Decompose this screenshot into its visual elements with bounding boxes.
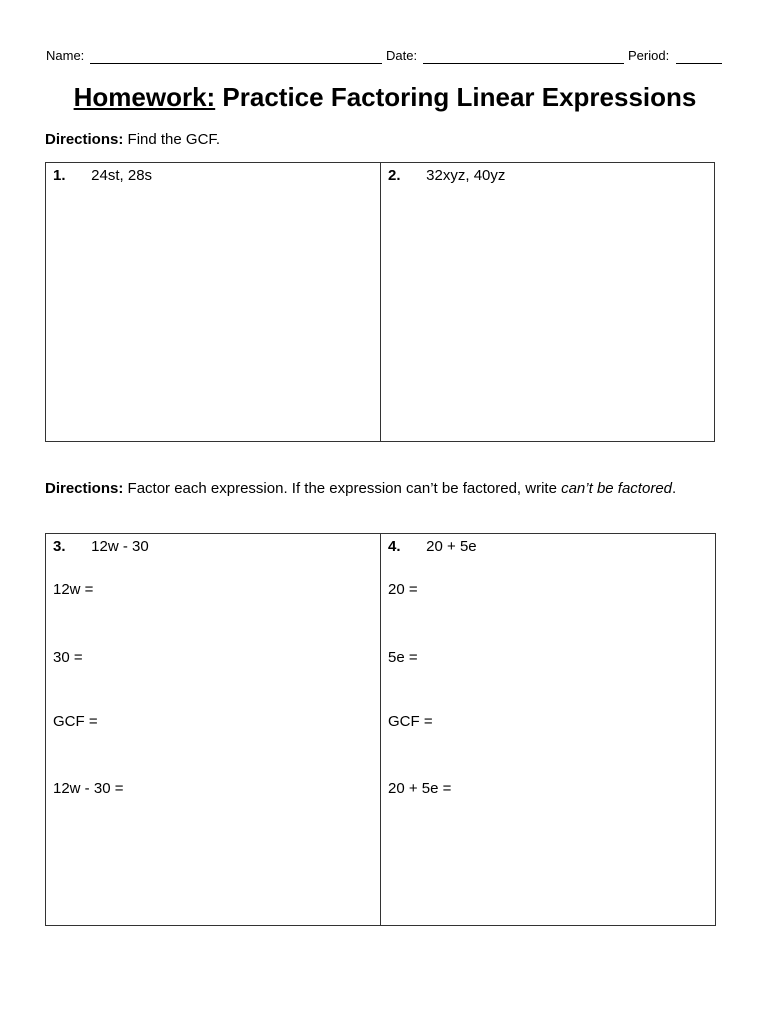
date-label: Date: [386, 48, 418, 63]
student-info-row [46, 46, 722, 66]
work-step: GCF = [388, 713, 433, 730]
problem-header [53, 538, 149, 555]
work-step: 30 = [53, 649, 83, 666]
problem-box-2[interactable] [380, 162, 715, 442]
work-step: 12w - 30 = [53, 780, 124, 797]
problem-number: 4. [388, 538, 401, 555]
problem-box-4[interactable] [380, 533, 716, 926]
problem-number: 2. [388, 167, 401, 184]
name-field-line[interactable] [90, 63, 382, 64]
date-field-line[interactable] [423, 63, 624, 64]
problem-number: 1. [53, 167, 66, 184]
section2-directions [45, 477, 685, 500]
directions-text: Find the GCF. [127, 131, 221, 148]
problem-header [388, 167, 505, 184]
problem-prompt: 12w - 30 [91, 538, 149, 555]
title-text: Practice Factoring Linear Expressions [222, 82, 697, 112]
work-step: 12w = [53, 581, 94, 598]
problem-box-3[interactable] [45, 533, 381, 926]
problem-prompt: 20 + 5e [426, 538, 477, 555]
problem-prompt: 24st, 28s [91, 167, 153, 184]
period-field-line[interactable] [676, 63, 722, 64]
problem-header [388, 538, 477, 555]
directions-italic: can’t be factored [561, 480, 672, 497]
problem-box-1[interactable] [45, 162, 381, 442]
period-label: Period: [628, 48, 670, 63]
problem-prompt: 32xyz, 40yz [426, 167, 506, 184]
directions-label: Directions: [45, 131, 124, 148]
work-step: GCF = [53, 713, 98, 730]
problem-header [53, 167, 152, 184]
work-step: 20 + 5e = [388, 780, 452, 797]
section1-directions [45, 128, 220, 151]
directions-text: Factor each expression. If the expression can’t be factored, write [127, 480, 557, 497]
work-step: 5e = [388, 649, 418, 666]
page-title [0, 82, 770, 113]
directions-label: Directions: [45, 480, 124, 497]
directions-end: . [672, 480, 677, 497]
work-step: 20 = [388, 581, 418, 598]
problem-number: 3. [53, 538, 66, 555]
title-prefix: Homework: [73, 82, 216, 112]
name-label: Name: [46, 48, 85, 63]
